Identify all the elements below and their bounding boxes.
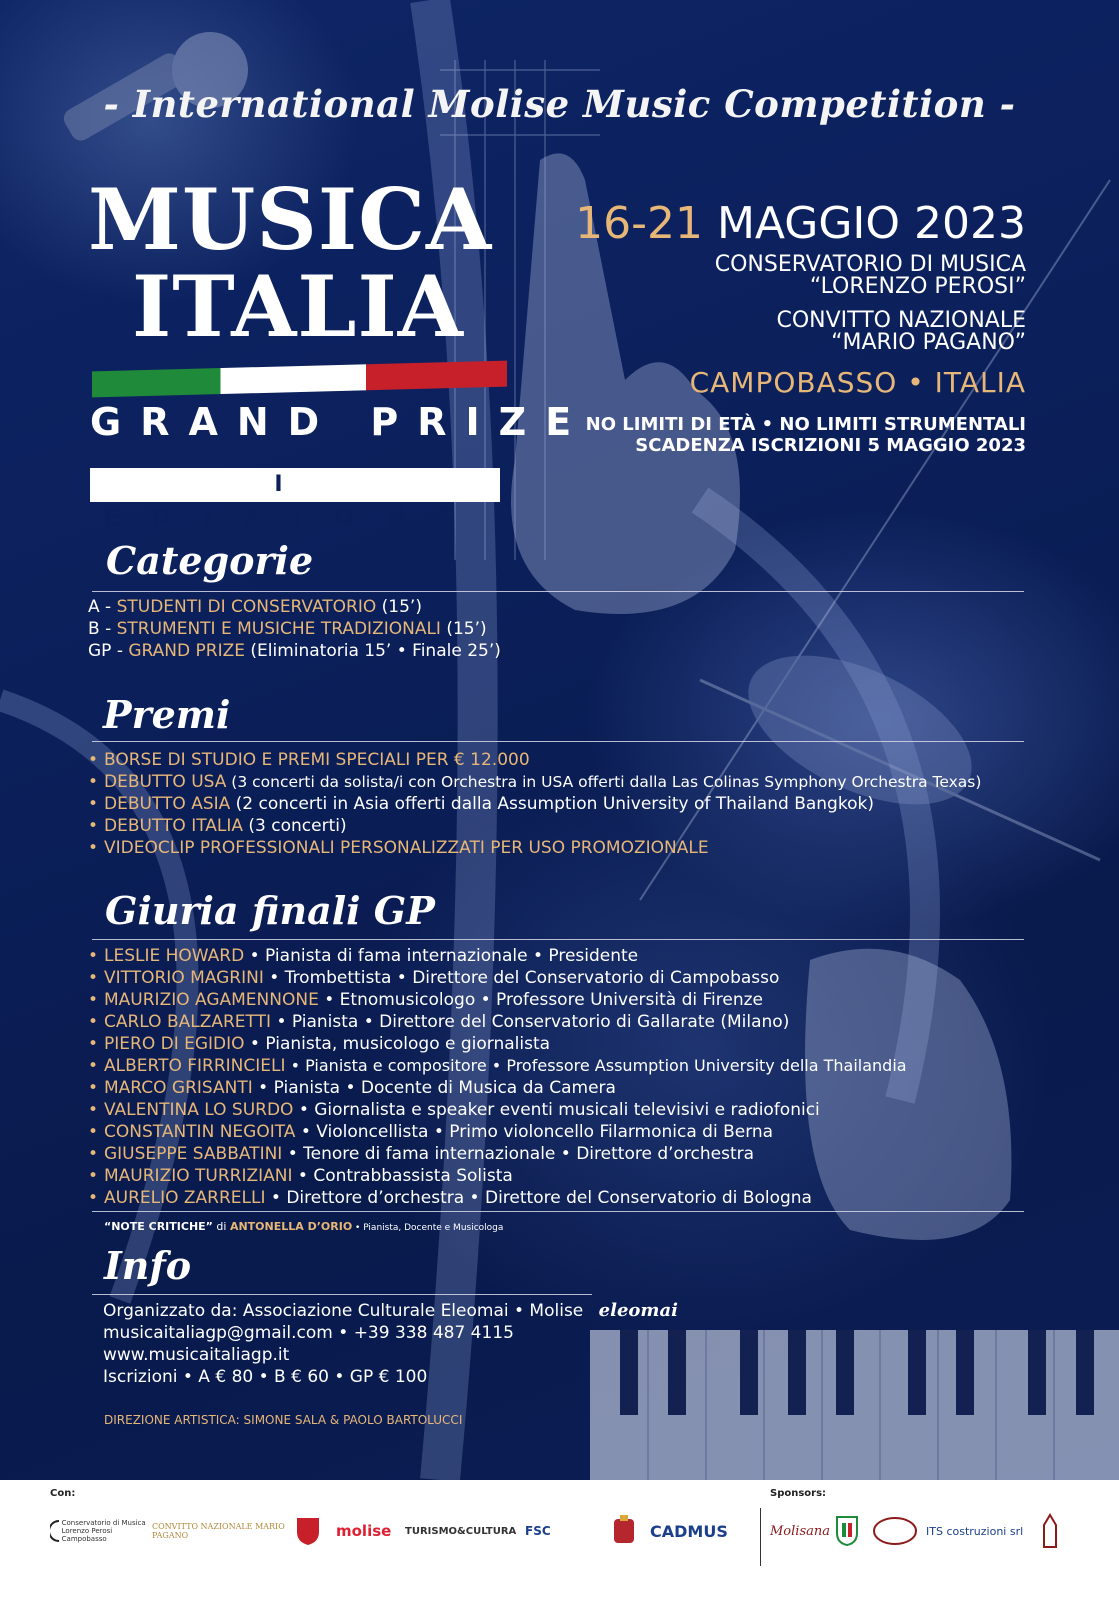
- premi-title: Premi: [103, 692, 231, 737]
- jury-role: • Contrabbassista Solista: [292, 1166, 513, 1186]
- info-title: Info: [104, 1243, 192, 1288]
- list-item: • MAURIZIO TURRIZIANI • Contrabbassista Solista: [88, 1166, 513, 1186]
- logo-italia: ITALIA: [132, 257, 464, 356]
- event-date: [575, 198, 1026, 249]
- eleomai-logo: eleomai: [598, 1300, 678, 1321]
- divider: [92, 1294, 592, 1295]
- note-role: • Pianista, Docente e Musicologa: [352, 1223, 504, 1233]
- event-limits: [586, 414, 1026, 456]
- jury-role: • Pianista • Direttore del Conservatorio di Gallarate (Milano): [271, 1012, 790, 1032]
- categorie-title: Categorie: [106, 538, 314, 583]
- jury-name: MARCO GRISANTI: [104, 1078, 253, 1098]
- critical-notes: [104, 1220, 503, 1233]
- partner-label: molise: [336, 1522, 392, 1540]
- jury-role: • Direttore d’orchestra • Direttore del Conservatorio di Bologna: [265, 1188, 812, 1208]
- shield-icon: [835, 1515, 859, 1547]
- partner-label: CONVITTO NAZIONALE MARIO PAGANO: [152, 1522, 285, 1540]
- list-item: • DEBUTTO ASIA (2 concerti in Asia offerti dalla Assumption University of Thailand Bangkok): [88, 794, 874, 814]
- giuria-list: [88, 945, 907, 1209]
- giuria-title: Giuria finali GP: [105, 888, 435, 933]
- logo-convitto: [152, 1502, 287, 1560]
- jury-role: • Giornalista e speaker eventi musicali televisivi e radiofonici: [293, 1100, 820, 1120]
- logo-sponsor-shield: [835, 1502, 863, 1560]
- note-di: di: [212, 1220, 230, 1233]
- organizer-line: [103, 1300, 678, 1322]
- logo-fsc: [525, 1502, 605, 1560]
- logo-sponsor-tower: [1040, 1502, 1068, 1560]
- list-item: [88, 640, 501, 662]
- venue-1-line2: “LORENZO PEROSI”: [809, 274, 1026, 299]
- artistic-direction: DIREZIONE ARTISTICA: SIMONE SALA & PAOLO BARTOLUCCI: [104, 1413, 463, 1427]
- event-month-year: MAGGIO 2023: [716, 198, 1026, 249]
- sponsors-label: Sponsors:: [770, 1488, 827, 1499]
- list-item: • DEBUTTO USA (3 concerti da solista/i con Orchestra in USA offerti dalla Las Colinas Symphony Orchestra Texas): [88, 772, 982, 792]
- shield-icon: [295, 1516, 321, 1546]
- note-name: ANTONELLA D’ORIO: [229, 1220, 353, 1233]
- logo-shield: [295, 1502, 325, 1560]
- category-code: A -: [88, 597, 117, 617]
- jury-name: MAURIZIO TURRIZIANI: [104, 1166, 293, 1186]
- divider: [92, 741, 1024, 742]
- jury-name: MAURIZIO AGAMENNONE: [104, 990, 319, 1010]
- partner-label: TURISMO&CULTURA: [405, 1525, 517, 1537]
- category-code: B -: [88, 619, 117, 639]
- jury-name: PIERO DI EGIDIO: [104, 1034, 245, 1054]
- organizer-text: Organizzato da: Associazione Culturale Eleomai • Molise: [103, 1301, 584, 1321]
- logo-conservatorio: [50, 1502, 150, 1560]
- prize-detail: (3 concerti da solista/i con Orchestra in USA offerti dalla Las Colinas Symphony Orchestra Texas): [226, 773, 982, 791]
- list-item: [88, 618, 501, 640]
- note-prefix: “NOTE CRITICHE”: [104, 1220, 213, 1233]
- website-link[interactable]: www.musicaitaliagp.it: [103, 1345, 290, 1365]
- footer-separator: [760, 1508, 761, 1566]
- divider: [92, 1211, 1024, 1212]
- jury-name: VALENTINA LO SURDO: [104, 1100, 294, 1120]
- divider: [92, 939, 1024, 940]
- category-name: GRAND PRIZE: [128, 641, 245, 661]
- prize-name: BORSE DI STUDIO E PREMI SPECIALI PER € 12.000: [104, 750, 530, 770]
- prize-name: DEBUTTO USA: [104, 772, 227, 792]
- grand-prize-title: GRAND PRIZE: [90, 400, 591, 444]
- logo-sponsor-emblem: [872, 1502, 920, 1560]
- crest-icon: [612, 1515, 636, 1547]
- venue-2-line1: CONVITTO NAZIONALE: [776, 308, 1026, 333]
- divider: [92, 591, 1024, 592]
- jury-role: • Tenore di fama internazionale • Direttore d’orchestra: [282, 1144, 755, 1164]
- info-block: [103, 1300, 678, 1388]
- partner-label: Conservatorio di Musica Lorenzo Perosi Campobasso: [61, 1519, 146, 1543]
- sponsor-label: Molisana: [770, 1523, 830, 1539]
- deadline-text: SCADENZA ISCRIZIONI 5 MAGGIO 2023: [635, 435, 1026, 456]
- partner-label: CADMUS: [650, 1521, 728, 1541]
- jury-name: VITTORIO MAGRINI: [104, 968, 264, 988]
- venue-1: [715, 254, 1026, 298]
- partner-label: FSC: [525, 1524, 551, 1538]
- jury-name: LESLIE HOWARD: [104, 946, 245, 966]
- logo-molise: [336, 1502, 396, 1560]
- list-item: • AURELIO ZARRELLI • Direttore d’orchestra • Direttore del Conservatorio di Bologna: [88, 1188, 812, 1208]
- jury-role: • Violoncellista • Primo violoncello Filarmonica di Berna: [295, 1122, 774, 1142]
- list-item: • PIERO DI EGIDIO • Pianista, musicologo e giornalista: [88, 1034, 551, 1054]
- list-item: • VALENTINA LO SURDO • Giornalista e speaker eventi musicali televisivi e radiofonici: [88, 1100, 820, 1120]
- premi-list: [88, 749, 981, 859]
- jury-name: CARLO BALZARETTI: [104, 1012, 272, 1032]
- emblem-icon: [872, 1516, 918, 1546]
- category-name: STRUMENTI E MUSICHE TRADIZIONALI: [116, 619, 441, 639]
- list-item: • CARLO BALZARETTI • Pianista • Direttore del Conservatorio di Gallarate (Milano): [88, 1012, 790, 1032]
- list-item: • GIUSEPPE SABBATINI • Tenore di fama internazionale • Direttore d’orchestra: [88, 1144, 755, 1164]
- jury-role: • Etnomusicologo • Professore Università di Firenze: [318, 990, 763, 1010]
- conservatorio-icon: [50, 1519, 59, 1543]
- list-item: • VIDEOCLIP PROFESSIONALI PERSONALIZZATI PER USO PROMOZIONALE: [88, 838, 709, 858]
- categorie-list: [88, 596, 501, 662]
- jury-name: CONSTANTIN NEGOITA: [104, 1122, 296, 1142]
- jury-name: AURELIO ZARRELLI: [104, 1188, 266, 1208]
- jury-role: • Pianista • Docente di Musica da Camera: [252, 1078, 616, 1098]
- jury-role: • Pianista e compositore • Professore Assumption University della Thailandia: [285, 1056, 907, 1075]
- logo-turismo: [405, 1502, 515, 1560]
- edition-label: I EDIZIONE: [90, 468, 500, 502]
- jury-role: • Pianista di fama internazionale • Presidente: [244, 946, 639, 966]
- category-detail: (Eliminatoria 15’ • Finale 25’): [244, 641, 501, 661]
- sponsor-label: ITS costruzioni srl: [926, 1524, 1024, 1538]
- logo-molisana: [770, 1502, 832, 1560]
- prize-name: DEBUTTO ITALIA: [104, 816, 244, 836]
- list-item: • BORSE DI STUDIO E PREMI SPECIALI PER € 12.000: [88, 750, 530, 770]
- logo-cadmus: [650, 1502, 740, 1560]
- venue-2: [776, 310, 1026, 354]
- jury-name: GIUSEPPE SABBATINI: [104, 1144, 283, 1164]
- list-item: • MAURIZIO AGAMENNONE • Etnomusicologo • Professore Università di Firenze: [88, 990, 763, 1010]
- prize-name: VIDEOCLIP PROFESSIONALI PERSONALIZZATI PER USO PROMOZIONALE: [104, 838, 709, 858]
- limits-text: NO LIMITI DI ETÀ • NO LIMITI STRUMENTALI: [585, 414, 1026, 435]
- category-name: STUDENTI DI CONSERVATORIO: [116, 597, 377, 617]
- prize-name: DEBUTTO ASIA: [104, 794, 231, 814]
- list-item: • MARCO GRISANTI • Pianista • Docente di Musica da Camera: [88, 1078, 616, 1098]
- fees-line: Iscrizioni • A € 80 • B € 60 • GP € 100: [103, 1367, 428, 1387]
- prize-detail: (2 concerti in Asia offerti dalla Assumption University of Thailand Bangkok): [230, 794, 874, 814]
- list-item: • LESLIE HOWARD • Pianista di fama internazionale • Presidente: [88, 946, 639, 966]
- logo-musica: MUSICA: [88, 170, 493, 269]
- list-item: • CONSTANTIN NEGOITA • Violoncellista • Primo violoncello Filarmonica di Berna: [88, 1122, 774, 1142]
- list-item: • ALBERTO FIRRINCIELI • Pianista e compositore • Professore Assumption University della Thailandia: [88, 1056, 907, 1076]
- category-detail: (15’): [376, 597, 422, 617]
- logo-its: [926, 1502, 1026, 1560]
- tower-icon: [1040, 1513, 1060, 1549]
- list-item: • DEBUTTO ITALIA (3 concerti): [88, 816, 347, 836]
- prize-detail: (3 concerti): [243, 816, 347, 836]
- event-city: CAMPOBASSO • ITALIA: [689, 366, 1026, 399]
- category-code: GP -: [88, 641, 129, 661]
- category-detail: (15’): [440, 619, 487, 639]
- list-item: • VITTORIO MAGRINI • Trombettista • Direttore del Conservatorio di Campobasso: [88, 968, 780, 988]
- competition-subtitle: - International Molise Music Competition -: [103, 82, 1016, 126]
- logo-campobasso-crest: [612, 1502, 640, 1560]
- event-days: 16-21: [575, 198, 703, 249]
- list-item: [88, 596, 501, 618]
- partners-label: Con:: [50, 1488, 76, 1499]
- jury-name: ALBERTO FIRRINCIELI: [104, 1056, 286, 1076]
- venue-1-line1: CONSERVATORIO DI MUSICA: [714, 252, 1026, 277]
- footer: [0, 1480, 1119, 1600]
- jury-role: • Pianista, musicologo e giornalista: [244, 1034, 551, 1054]
- venue-2-line2: “MARIO PAGANO”: [831, 330, 1026, 355]
- contact-line[interactable]: musicaitaliagp@gmail.com • +39 338 487 4115: [103, 1323, 514, 1343]
- jury-role: • Trombettista • Direttore del Conservatorio di Campobasso: [263, 968, 780, 988]
